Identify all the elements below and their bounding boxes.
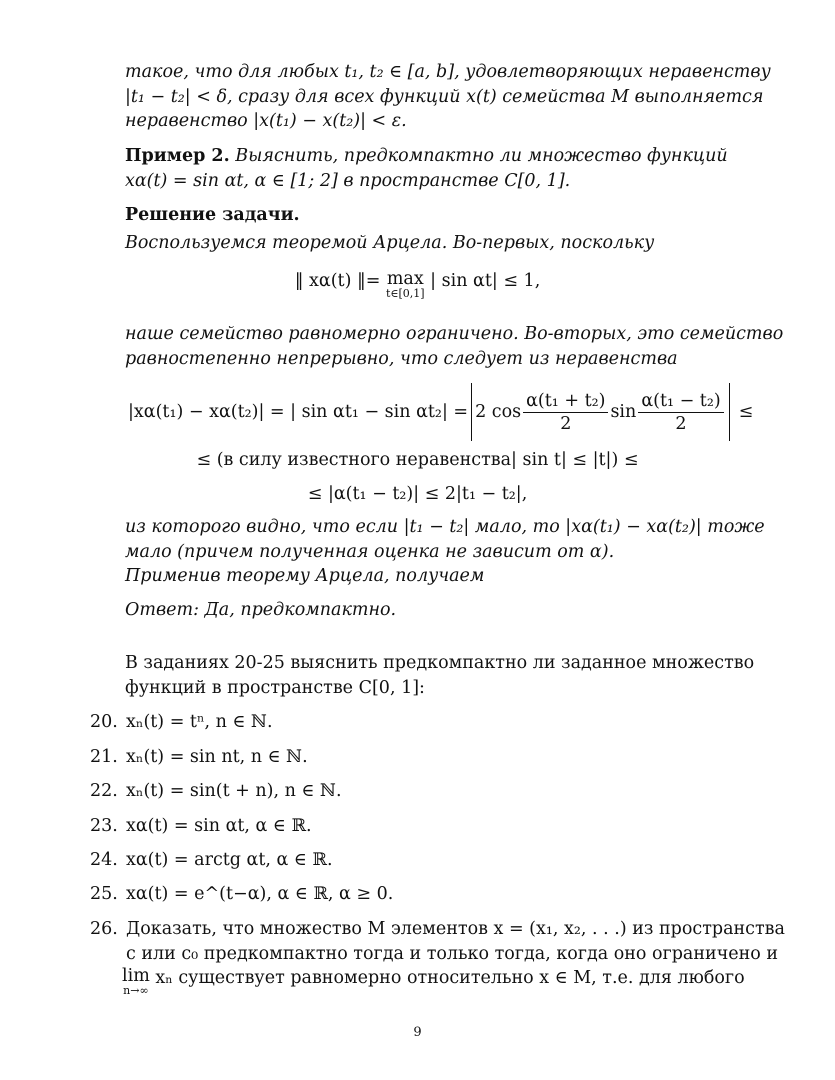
fraction-denominator: 2 [675,413,687,434]
abs-bar-right [729,383,730,441]
task-text: xₙ(t) = tⁿ, n ∈ ℕ. [126,712,273,732]
formula-part: ‖ xα(t) ‖= [294,271,386,291]
example-heading-line [125,145,728,167]
solution-intro: Воспользуемся теоремой Арцела. Во-первых, поскольку [125,233,655,253]
text-line: Применив теорему Арцела, получаем [125,566,485,586]
formula-part: ≤ [738,402,754,422]
answer: Ответ: Да, предкомпактно. [125,600,397,620]
task-item [90,849,333,871]
fraction-denominator: 2 [560,413,572,434]
text-line: из которого видно, что если |t₁ − t₂| мало, то |xα(t₁) − xα(t₂)| тоже [125,517,765,537]
text-line: такое, что для любых t₁, t₂ ∈ [a, b], удовлетворяющих неравенству [125,62,771,82]
task-item [90,711,273,733]
abs-bar-left [471,383,472,441]
task-text: xα(t) = arctg αt, α ∈ ℝ. [126,850,333,870]
tasks-intro-line: В заданиях 20-25 выяснить предкомпактно ли заданное множество [125,653,755,673]
max-label: max [386,269,424,289]
fraction-numerator: α(t₁ − t₂) [638,390,723,413]
fraction [638,390,723,435]
inequality-line: ≤ |α(t₁ − t₂)| ≤ 2|t₁ − t₂|, [307,484,528,504]
inequality-line: ≤ (в силу известного неравенства| sin t| ≤ |t|) ≤ [196,450,639,470]
example-text: xα(t) = sin αt, α ∈ [1; 2] в пространстве C[0, 1]. [125,171,571,191]
task-number: 22. [90,781,118,801]
formula-part: sin [610,402,637,422]
lim-label: lim [122,966,150,986]
task-text: xₙ(t) = sin nt, n ∈ ℕ. [126,747,308,767]
task-item [90,883,393,905]
task-text [122,967,745,997]
text-line: наше семейство равномерно ограничено. Во-вторых, это семейство [125,324,784,344]
text-line: |t₁ − t₂| < δ, сразу для всех функций x(t) семейства M выполняется [125,87,764,107]
example-label: Пример 2. [125,146,230,166]
limit-operator [122,967,150,997]
task-number: 20. [90,712,118,732]
max-subscript: t∈[0,1] [385,287,425,300]
task-item [90,918,785,940]
task-number: 21. [90,747,118,767]
text-line: равностепенно непрерывно, что следует из неравенства [125,349,678,369]
fraction-numerator: α(t₁ + t₂) [523,390,608,413]
example-text: Выяснить, предкомпактно ли множество функций [235,146,728,166]
task-text: xα(t) = e^(t−α), α ∈ ℝ, α ≥ 0. [126,884,394,904]
task-item [90,780,342,802]
inequality-main [128,381,753,443]
task-item [90,746,308,768]
task-text: xα(t) = sin αt, α ∈ ℝ. [126,816,312,836]
formula-part: 2 cos [475,402,522,422]
task-text: xₙ(t) = sin(t + n), n ∈ ℕ. [126,781,342,801]
task-number: 24. [90,850,118,870]
max-operator [386,270,425,300]
norm-formula [0,270,835,300]
task-item [90,815,312,837]
task-text: c или c₀ предкомпактно тогда и только тогда, когда оно ограничено и [126,944,779,964]
task-text: Доказать, что множество M элементов x = (x₁, x₂, . . .) из пространства [126,919,785,939]
fraction [523,390,608,435]
text-line: неравенство |x(t₁) − x(t₂)| < ε. [125,111,407,131]
text-line: мало (причем полученная оценка не зависит от α). [125,542,615,562]
formula-part: |xα(t₁) − xα(t₂)| = | sin αt₁ − sin αt₂| = [128,402,469,422]
solution-heading: Решение задачи. [125,205,300,225]
task-text-rest: xₙ существует равномерно относительно x ∈ M, т.е. для любого [149,968,745,988]
lim-subscript: n→∞ [123,984,149,997]
page-number: 9 [413,1025,422,1040]
tasks-intro-line: функций в пространстве C[0, 1]: [125,678,425,698]
formula-part: | sin αt| ≤ 1, [424,271,541,291]
task-number: 25. [90,884,118,904]
task-number: 23. [90,816,118,836]
task-number: 26. [90,919,118,939]
